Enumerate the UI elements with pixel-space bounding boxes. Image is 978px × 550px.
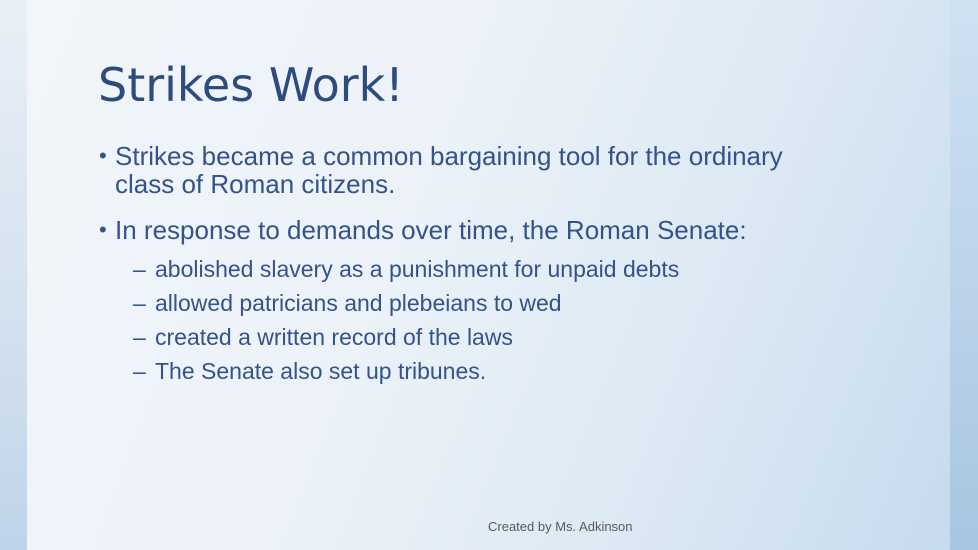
bullet-dot-marker: • [99,143,107,168]
bullet-list [99,142,849,391]
dash-marker: – [133,290,146,316]
slide-surface [27,0,950,550]
bullet-text: In response to demands over time, the Roman Senate: [115,215,747,245]
sub-bullet-text: allowed patricians and plebeians to wed [155,290,562,316]
sub-bullet-text: The Senate also set up tribunes. [155,358,487,384]
bullet-item [99,216,849,244]
left-edge-strip [0,0,27,550]
bullet-text: Strikes became a common bargaining tool for the ordinary class of Roman citizens. [115,141,783,199]
bullet-dot-marker: • [99,217,107,242]
sub-bullet-item [133,357,849,385]
dash-marker: – [133,256,146,282]
dash-marker: – [133,358,146,384]
sub-bullet-text: created a written record of the laws [155,324,513,350]
sub-bullet-item [133,323,849,351]
slide-title: Strikes Work! [98,58,404,112]
footer-credit: Created by Ms. Adkinson [488,519,633,534]
sub-bullet-item [133,255,849,283]
dash-marker: – [133,324,146,350]
right-edge-strip [950,0,978,550]
sub-bullet-text: abolished slavery as a punishment for unpaid debts [155,256,680,282]
bullet-item [99,142,849,198]
sub-bullet-item [133,289,849,317]
